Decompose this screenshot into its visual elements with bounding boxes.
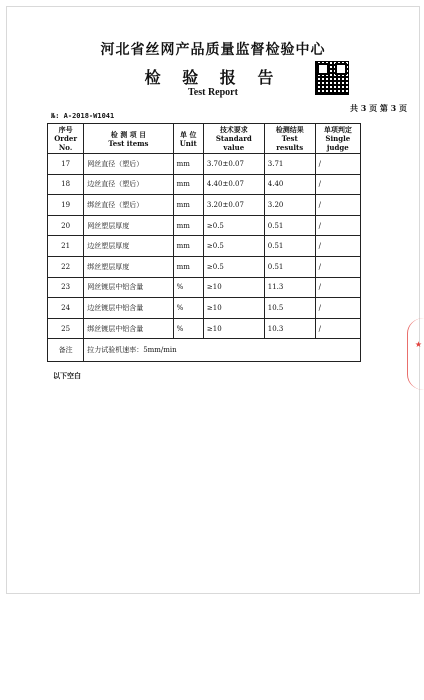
cell-result: 3.20 xyxy=(264,195,315,216)
cell-standard: ≥10 xyxy=(203,298,264,319)
cell-judge: / xyxy=(315,298,360,319)
cell-standard: ≥10 xyxy=(203,318,264,339)
table-row xyxy=(48,195,361,216)
remark-text: 拉力试验机速率：5mm/min xyxy=(84,339,361,362)
cell-judge: / xyxy=(315,174,360,195)
org-title: 河北省丝网产品质量监督检验中心 xyxy=(100,42,326,58)
cell-unit: mm xyxy=(173,174,203,195)
cell-order-no: 25 xyxy=(48,318,84,339)
cell-judge: / xyxy=(315,236,360,257)
official-seal xyxy=(407,318,424,390)
cell-test-item: 网丝镀层中铝含量 xyxy=(84,277,173,298)
cell-standard: 4.40±0.07 xyxy=(203,174,264,195)
header-standard-value: 技术要求 Standard value xyxy=(203,124,264,154)
cell-order-no: 19 xyxy=(48,195,84,216)
remark-row xyxy=(48,339,361,362)
cell-result: 4.40 xyxy=(264,174,315,195)
cell-result: 0.51 xyxy=(264,215,315,236)
cell-judge: / xyxy=(315,154,360,175)
header-test-results: 检测结果 Test results xyxy=(264,124,315,154)
cell-standard: ≥0.5 xyxy=(203,215,264,236)
report-title-en: Test Report xyxy=(188,87,238,98)
cell-judge: / xyxy=(315,215,360,236)
cell-order-no: 18 xyxy=(48,174,84,195)
cell-result: 0.51 xyxy=(264,236,315,257)
cell-judge: / xyxy=(315,318,360,339)
cell-order-no: 17 xyxy=(48,154,84,175)
cell-unit: % xyxy=(173,298,203,319)
cell-standard: ≥10 xyxy=(203,277,264,298)
table-row xyxy=(48,277,361,298)
table-row xyxy=(48,154,361,175)
cell-result: 11.3 xyxy=(264,277,315,298)
cell-judge: / xyxy=(315,195,360,216)
remark-label: 备注 xyxy=(48,339,84,362)
cell-test-item: 边丝直径（塑后） xyxy=(84,174,173,195)
cell-order-no: 20 xyxy=(48,215,84,236)
table-row xyxy=(48,256,361,277)
cell-order-no: 22 xyxy=(48,256,84,277)
cell-order-no: 21 xyxy=(48,236,84,257)
cell-unit: mm xyxy=(173,256,203,277)
cell-result: 10.5 xyxy=(264,298,315,319)
cell-unit: mm xyxy=(173,215,203,236)
cell-order-no: 24 xyxy=(48,298,84,319)
table-row xyxy=(48,174,361,195)
page-count: 共 3 页 第 3 页 xyxy=(349,103,407,113)
blank-below-note: 以下空白 xyxy=(53,371,81,380)
cell-test-item: 绑丝塑层厚度 xyxy=(84,256,173,277)
seal-star-icon: ★ xyxy=(414,340,422,349)
report-page xyxy=(6,6,420,594)
cell-test-item: 边丝镀层中铝含量 xyxy=(84,298,173,319)
report-number: №: A-2018-W1041 xyxy=(51,112,115,120)
cell-unit: mm xyxy=(173,154,203,175)
cell-unit: % xyxy=(173,277,203,298)
test-results-table xyxy=(47,123,361,362)
table-header-row xyxy=(48,124,361,154)
header-test-items: 检 测 项 目 Test items xyxy=(84,124,173,154)
cell-judge: / xyxy=(315,277,360,298)
header-single-judge: 单项判定 Single judge xyxy=(315,124,360,154)
cell-test-item: 网丝直径（塑后） xyxy=(84,154,173,175)
cell-test-item: 边丝塑层厚度 xyxy=(84,236,173,257)
cell-result: 0.51 xyxy=(264,256,315,277)
cell-result: 3.71 xyxy=(264,154,315,175)
cell-unit: mm xyxy=(173,195,203,216)
cell-standard: ≥0.5 xyxy=(203,236,264,257)
table-row xyxy=(48,298,361,319)
cell-standard: 3.70±0.07 xyxy=(203,154,264,175)
header-unit: 单 位 Unit xyxy=(173,124,203,154)
table-row xyxy=(48,215,361,236)
table-row xyxy=(48,318,361,339)
cell-order-no: 23 xyxy=(48,277,84,298)
cell-standard: ≥0.5 xyxy=(203,256,264,277)
cell-standard: 3.20±0.07 xyxy=(203,195,264,216)
cell-unit: mm xyxy=(173,236,203,257)
cell-test-item: 绑丝镀层中铝含量 xyxy=(84,318,173,339)
cell-judge: / xyxy=(315,256,360,277)
cell-test-item: 绑丝直径（塑后） xyxy=(84,195,173,216)
cell-unit: % xyxy=(173,318,203,339)
report-title-cn: 检 验 报 告 xyxy=(144,68,282,87)
cell-result: 10.3 xyxy=(264,318,315,339)
header-order-no: 序号 Order No. xyxy=(48,124,84,154)
cell-test-item: 网丝塑层厚度 xyxy=(84,215,173,236)
table-row xyxy=(48,236,361,257)
